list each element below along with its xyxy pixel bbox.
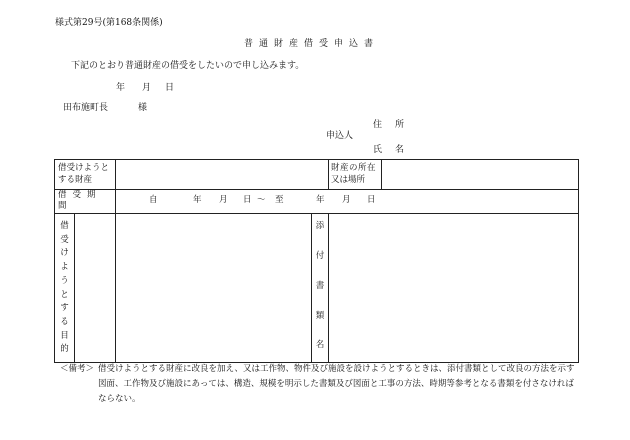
remarks-note (60, 362, 580, 407)
documents-label-char: 書 (315, 280, 325, 291)
application-table (54, 159, 579, 363)
documents-label (312, 214, 328, 362)
purpose-row (55, 213, 579, 362)
location-label-line1: 財産の所在 (331, 163, 377, 174)
intro-text: 下記のとおり普通財産の借受をしたいので申し込みます。 (71, 61, 305, 71)
remarks-label: ＜備考＞ (60, 364, 95, 374)
location-value-cell[interactable] (382, 160, 579, 190)
period-value-cell[interactable] (116, 190, 579, 214)
purpose-label-char: 的 (60, 344, 69, 355)
purpose-value-area[interactable] (75, 214, 115, 362)
period-label-cell (55, 190, 116, 214)
date-day: 日 (165, 83, 175, 93)
applicant-label: 申込人 (326, 131, 354, 141)
purpose-value-cell[interactable] (116, 213, 312, 362)
date-month: 月 (142, 83, 152, 93)
period-to-month: 月 (342, 195, 351, 205)
documents-label-char: 添 (315, 220, 325, 231)
name-label: 氏名 (373, 145, 418, 155)
purpose-label-char: と (60, 289, 69, 300)
documents-label-char: 類 (315, 310, 325, 321)
document-title: 普通財産借受申込書 (244, 39, 380, 49)
purpose-label-char: よ (60, 262, 69, 273)
period-from-day: 日 (243, 195, 252, 205)
purpose-label-char: け (60, 248, 69, 259)
period-label: 借受期間 (58, 190, 102, 212)
property-label-cell (55, 160, 116, 190)
period-from: 自 (149, 195, 158, 205)
purpose-label-char: 受 (60, 234, 69, 245)
period-row (55, 190, 579, 214)
date-year: 年 (116, 83, 126, 93)
address-label: 住所 (373, 120, 418, 130)
documents-label-char: 名 (315, 340, 325, 351)
period-to: 至 (275, 195, 284, 205)
period-from-month: 月 (219, 195, 228, 205)
period-from-year: 年 (193, 195, 202, 205)
period-to-year: 年 (316, 195, 325, 205)
property-row (55, 160, 579, 190)
period-tilde: 〜 (257, 195, 266, 205)
documents-label-char: 付 (315, 250, 325, 261)
property-label-line2: する財産 (58, 174, 93, 185)
purpose-label-char: う (60, 275, 69, 286)
property-value-cell[interactable] (116, 160, 329, 190)
purpose-label-cell (55, 213, 116, 362)
remarks-text: 借受けようとする財産に改良を加え、又は工作物、物件及び施設を設けようとするときは、添付書類として改良の方法を示す図面、工作物及び施設にあっては、構造、規模を明示した書類及び図面と工事の方法、時期等参考となる書類を付さなければならない。 (98, 364, 575, 404)
purpose-label-char: 借 (60, 220, 69, 231)
purpose-label (55, 214, 75, 362)
addressee-name: 田布施町長 (63, 103, 109, 113)
property-label-line1: 借受けようと (58, 163, 110, 174)
addressee-honorific: 様 (138, 103, 148, 113)
purpose-label-char: 目 (60, 330, 69, 341)
form-number: 様式第29号(第168条関係) (55, 18, 163, 28)
location-label-line2: 又は場所 (331, 174, 366, 185)
location-label-cell (329, 160, 382, 190)
purpose-label-char: る (60, 316, 69, 327)
period-to-day: 日 (367, 195, 376, 205)
purpose-label-char: す (60, 303, 69, 314)
documents-label-cell (312, 213, 329, 362)
documents-value-cell[interactable] (329, 213, 579, 362)
